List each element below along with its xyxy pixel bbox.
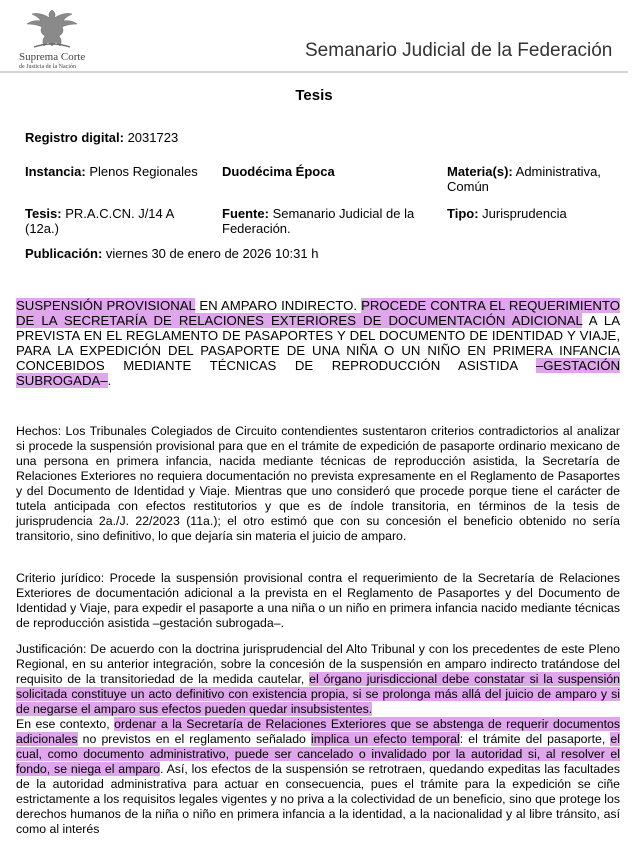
title-text: EN AMPARO INDIRECTO. xyxy=(195,298,362,313)
fuente-label: Fuente: xyxy=(222,206,269,221)
instancia-value: Plenos Regionales xyxy=(89,164,198,179)
justificacion-text: no previstos en el reglamento señalado xyxy=(77,732,312,746)
header-divider xyxy=(0,71,628,73)
tipo-label: Tipo: xyxy=(447,206,479,221)
logo-name: Suprema Corte xyxy=(19,51,86,63)
instancia-label: Instancia: xyxy=(25,164,86,179)
justificacion-text: : el trámite del pasaporte, xyxy=(459,732,611,746)
eagle-emblem-icon xyxy=(24,6,80,50)
site-brand[interactable]: Semanario Judicial de la Federación xyxy=(305,40,613,61)
title-text: A LA PREVISTA EN EL REGLAMENTO DE PASAPORTES Y DEL DOCUMENTO DE IDENTIDAD Y VIAJE, PARA LA EXPEDICIÓN DEL PASAPORTE DE UNA NIÑA O UN NIÑO EN PRIMERA INFANCIA CONCEBIDOS MEDIANTE TÉCNICAS DE REPRODUCCIÓN ASISTIDA xyxy=(16,313,620,373)
instancia-field xyxy=(25,164,215,179)
page-header xyxy=(0,0,640,80)
justificacion-paragraph xyxy=(16,642,620,837)
title-text: . xyxy=(107,373,112,388)
criterio-paragraph: Criterio jurídico: Procede la suspensión provisional contra el requerimiento de la Secretaría de Relaciones Exteriores de documentación adicional a la prevista en el Reglamento de Pasaportes y del Documento de Identidad y Viaje, para expedir el pasaporte a una niña o un niño en primera infancia nacido mediante técnicas de reproducción asistida –gestación subrogada–. xyxy=(16,571,620,630)
publicacion-field xyxy=(25,246,318,261)
materia-value: Administrativa, Común xyxy=(447,164,601,194)
epoca-value: Duodécima Época xyxy=(222,164,335,179)
title-highlight: –GESTACIÓN SUBROGADA– xyxy=(16,358,620,388)
justificacion-highlight: implica un efecto temporal xyxy=(311,732,460,746)
tesis-value: PR.A.C.CN. J/14 A (12a.) xyxy=(25,206,174,236)
document-type-heading: Tesis xyxy=(295,87,333,104)
tesis-field xyxy=(25,206,200,236)
justificacion-text: . Así, los efectos de la suspensión se retrotraen, quedando expeditas las facultades de la autoridad administrativa para actuar en consecuencia, pues el trámite para la expedición se ciñe estrictamente a los requisitos legales vigentes y no priva a la colectividad de un beneficio, sino que protege los derechos humanos de la niña o niño en primera infancia a la identidad, a la nacionalidad y al libre tránsito, así como al interés xyxy=(16,762,620,836)
publicacion-label: Publicación: xyxy=(25,246,103,261)
logo-subtitle: de Justicia de la Nación xyxy=(19,64,76,70)
hechos-paragraph: Hechos: Los Tribunales Colegiados de Circuito contendientes sustentaron criterios contradictorios al analizar si procede la suspensión provisional para que en el trámite de expedición de pasaporte ordinario mexicano de una persona en primera infancia, nacida mediante técnicas de reproducción asistida, la Secretaría de Relaciones Exteriores no requiera documentación no prevista expresamente en el Reglamento de Pasaportes y del Documento de Identidad y Viaje. Mientras que uno consideró que procede porque tiene el carácter de tutela anticipada con efectos restitutorios y que es de índole transitoria, en términos de la tesis de jurisprudencia 2a./J. 22/2023 (11a.); el otro estimó que con su concesión el beneficio obtenido no sería transitorio, sino definitivo, lo que dejaría sin materia el juicio de amparo. xyxy=(16,424,620,543)
materia-field xyxy=(447,164,617,194)
registro-field xyxy=(25,130,178,145)
epoca-field xyxy=(222,164,432,179)
fuente-value: Semanario Judicial de la Federación. xyxy=(222,206,415,236)
justificacion-highlight: el órgano jurisdiccional debe constatar si la suspensión solicitada constituye un acto definitivo con existencia propia, si se prolonga más allá del juicio de amparo y si de negarse el amparo sus efectos pueden quedar insubsistentes. xyxy=(16,672,620,716)
title-highlight: PROCEDE CONTRA EL REQUERIMIENTO DE LA SECRETARÍA DE RELACIONES EXTERIORES DE DOCUMENTACIÓN ADICIONAL xyxy=(16,298,620,328)
materia-label: Materia(s): xyxy=(447,164,513,179)
justificacion-highlight: el cual, como documento administrativo, puede ser cancelado o invalidado por la autoridad si, al resolver el fondo, se niega el amparo xyxy=(16,732,620,776)
registro-label: Registro digital: xyxy=(25,130,124,145)
registro-value: 2031723 xyxy=(127,130,179,145)
justificacion-text: En ese contexto, xyxy=(16,717,115,731)
justificacion-highlight: ordenar a la Secretaría de Relaciones Exteriores que se abstenga de requerir documentos adicionales xyxy=(16,717,620,746)
publicacion-value: viernes 30 de enero de 2026 10:31 h xyxy=(105,246,319,261)
justificacion-text: Justificación: De acuerdo con la doctrina jurisprudencial del Alto Tribunal y con los precedentes de este Pleno Regional, en su anterior integración, sobre la concesión de la suspensión en amparo indirecto tratándose del requisito de la transitoriedad de la medida cautelar, xyxy=(16,642,620,686)
tipo-value: Jurisprudencia xyxy=(482,206,567,221)
fuente-field xyxy=(222,206,432,236)
title-highlight: SUSPENSIÓN PROVISIONAL xyxy=(16,298,196,313)
tipo-field xyxy=(447,206,617,221)
tesis-label: Tesis: xyxy=(25,206,62,221)
scjn-logo[interactable] xyxy=(18,6,88,68)
tesis-title xyxy=(16,298,620,388)
